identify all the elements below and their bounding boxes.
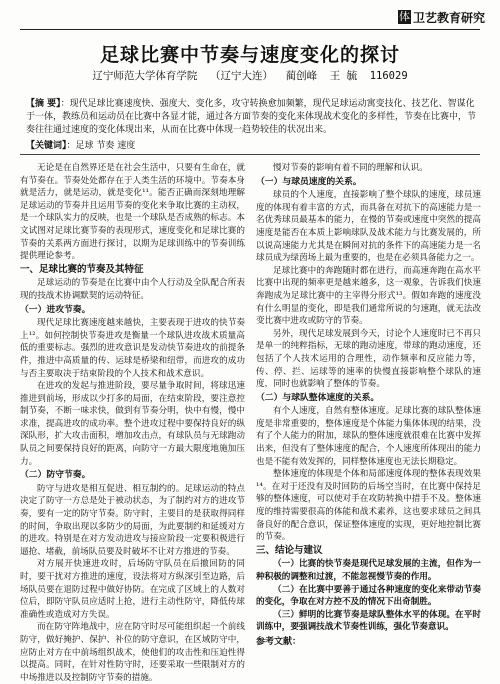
left-column (20, 162, 245, 684)
paragraph: 现代足球比赛速度越来越快，主要表现于进攻的快节奏上¹²。如何控制快节奏进攻是衡量一个球队进攻战术质量高低的重要标志。强烈的进攻意识是发动快节奏进攻的前提条件，推进中高质量的传、运球是桥梁和纽带，而进攻的成功与否主要取决于结束阶段的个人技术和战术意识。 (20, 318, 245, 379)
abstract (26, 98, 476, 137)
paragraph: 对方展开快速进攻时，后场防守队员在后撤回防的同时，要干扰对方推进的速度，设法将对方纵深引至边路，后场队员要在退防过程中做好协防。在完成了区域上的人数对位后，即防守队员应适时上抢，进行主动性防守，降低传球准确性或造成对方失误。 (20, 559, 245, 620)
paragraph: 有个人速度，自然有整体速度。足球比赛的球队整体速度是非常重要的，整体速度是个体能力集体体现的结果，没有了个人能力的附加，球队的整体速度就很难在比赛中发挥出来，但没有了整体速度的配合，个人速度所体现出的能力也是不能有效发挥的，同样整体速度也无法长期稳定。 (256, 406, 481, 467)
paragraph: 防守与进攻是相互促进、相互制约的。足球运动的特点决定了防守一方总是处于被动状态，为了制约对方的进攻节奏，要有一定的防守节奏。防守时，主要目的是获取得同样的时间，争取出现以多防少的局面，为此要制约和延缓对方的进攻。特别是在对方发动进攻与接应阶段一定要积极进行逼抢、堵截，前场队员要及时破坏不让对方推进的节奏。 (20, 483, 245, 557)
paragraph: 整体速度的体现是个体和局部速度体现的整体表现效果¹⁴。在对于还没有及时回防的后场空当时，在比赛中保持足够的整体速度，可以使对手在攻防转换中措手不及。整体速度的维持需要很高的体能和战术素养，这也要求球员之间具备良好的配合意识，保证整体速度的实现，更好地控制比赛的节奏。 (256, 469, 481, 543)
paragraph: 在进攻的发起与推进阶段，要尽量争取时间，将球迅速推进到前场，形成以少打多的局面，在结束阶段，要注意控制节奏，不断一味求快，做到有节奏分明，快中有慢，慢中求准，提高进攻的成功率。整个进攻过程中要保持良好的纵深队形，扩大攻击面积，增加攻击点，有球队员与无球跑动队员之间要保持良好的距离，向防守一方最大限度地施加压力。 (20, 381, 245, 467)
keywords-label: 【关键词】 (26, 141, 67, 151)
keywords (26, 138, 135, 151)
conclusion-item: （二）在比赛中要善于通过各种速度的变化来带动节奏的变化，争取在对方控不及的情况下出奇制胜。 (256, 584, 481, 608)
right-column (256, 162, 481, 649)
subsection-heading: （二）与球队整体速度的关系。 (256, 392, 380, 403)
section-heading: 一、足球比赛的节奏及其特征 (20, 263, 144, 275)
subsection-heading: （二）防守节奏。 (20, 470, 91, 481)
paragraph: 另外，现代足球发展到今天，讨论个人速度时已不再只是单一的纯粹指标，无球的跑动速度，带球的跑动速度，还包括了个人技术运用的合理性，动作频率和反应能力等，传、停、拦、运球等的速率的快慢直接影响整个球队的速度，同时也就影响了整体的节奏。 (256, 328, 481, 390)
paragraph: 足球运动的节奏是在比赛中由个人行动及全队配合所表现的技战术协调默契的运动特征。 (20, 278, 245, 301)
paragraph: 慢对节奏的影响有着不同的理解和认识。 (273, 163, 428, 173)
section-divider (20, 154, 480, 155)
article-title: 足球比赛中节奏与速度变化的探讨 (99, 44, 400, 66)
conclusion-item: （一）比赛的快节奏是现代足球发展的主流，但作为一种积极的调整和过渡，不能忽视慢节奏的作用。 (256, 559, 481, 582)
paragraph: 而在防守阵地战中，应在防守时尽可能组织起一个前线防守，做好掩护、保护、补位的防守意识，在区域防守中，应防止对方在中前场组织战术，使他们的攻击性和压迫性得以提高。同时，在针对性防守时，还要采取一些限制对方的中场推进以及控制防守节奏的措施。 (20, 622, 245, 683)
keywords-text: ：足球 节奏 速度 (66, 141, 136, 151)
paragraph: 足球比赛中的奔跑随时都在进行，而高速奔跑在高水平比赛中出现的频率更是越来越多，这一观象，告诉我们快速奔跑成为足球比赛中的主宰得分形式¹³。假如奔跑的速度没有什么明显的变化，即是我们通常所说的匀速跑，就无法改变比赛中进攻或防守的节奏。 (256, 265, 481, 327)
abstract-label: 【摘 要】 (26, 99, 61, 109)
paragraph: 球员的个人速度，直接影响了整个球队的速度，球员速度的体现有着丰富的方式，而具备在对抗下的高速能力是一名优秀球员最基本的能力，在慢的节奏或速度中突然的提高速度是能否在本质上影响球队及战术能力与比赛发展的，所以说高速能力尤其是在瞬间对抗的条件下的高速能力是一名球员成为绿茵场上最为重要的，也是在必须具备能力之一。 (256, 190, 481, 264)
author-affiliation: 辽宁师范大学体育学院 （辽宁大连） 蔺创峰 王 毓 116029 (92, 70, 408, 82)
journal-name: 卫艺教育研究 (413, 11, 486, 25)
references-heading: 参考文献： (256, 636, 302, 647)
subsection-heading: （一）进攻节奏。 (20, 304, 91, 315)
abstract-text: ：现代足球比赛速度快、强度大、变化多，攻守转换愈加频繁，现代足球运动寓变技化、技艺化、智谋化于一体，教练员和运动员在比赛中各显才能，通过各方面节奏的变化来体现战术变化的多样性，节奏在比赛中，节奏往往通过速度的变化体现出来，从而在比赛中体现一趋势较佳的状况出来。 (26, 99, 477, 135)
journal-badge: 体 (399, 10, 410, 23)
section-heading: 三、结论与建议 (256, 544, 323, 556)
conclusion-item: （三）鲜明的比赛节奏是球队整体水平的体现。在平时训练中，要强调技战术节奏性训练，强化节奏意识。 (256, 609, 481, 633)
header-rule (20, 29, 480, 30)
subsection-heading: （一）与球员速度的关系。 (256, 176, 362, 187)
paragraph: 无论是在自然界还是在社会生活中，只要有生命在，就有节奏在。节奏处处都存在于人类生活的环境中。节奏本身就是活力，就是运动，就是变化¹¹。能否正确而深刻地理解足球运动的节奏并且运用节奏的变化来争取比赛的主动权，是一个球队实力的反映，也是一个球队是否成熟的标志。本文试图对足球比赛节奏的表现形式，速度变化和足球比赛的节奏的关系两方面进行探讨，以期为足球训练中的节奏训练提供理论参考。 (20, 163, 245, 262)
